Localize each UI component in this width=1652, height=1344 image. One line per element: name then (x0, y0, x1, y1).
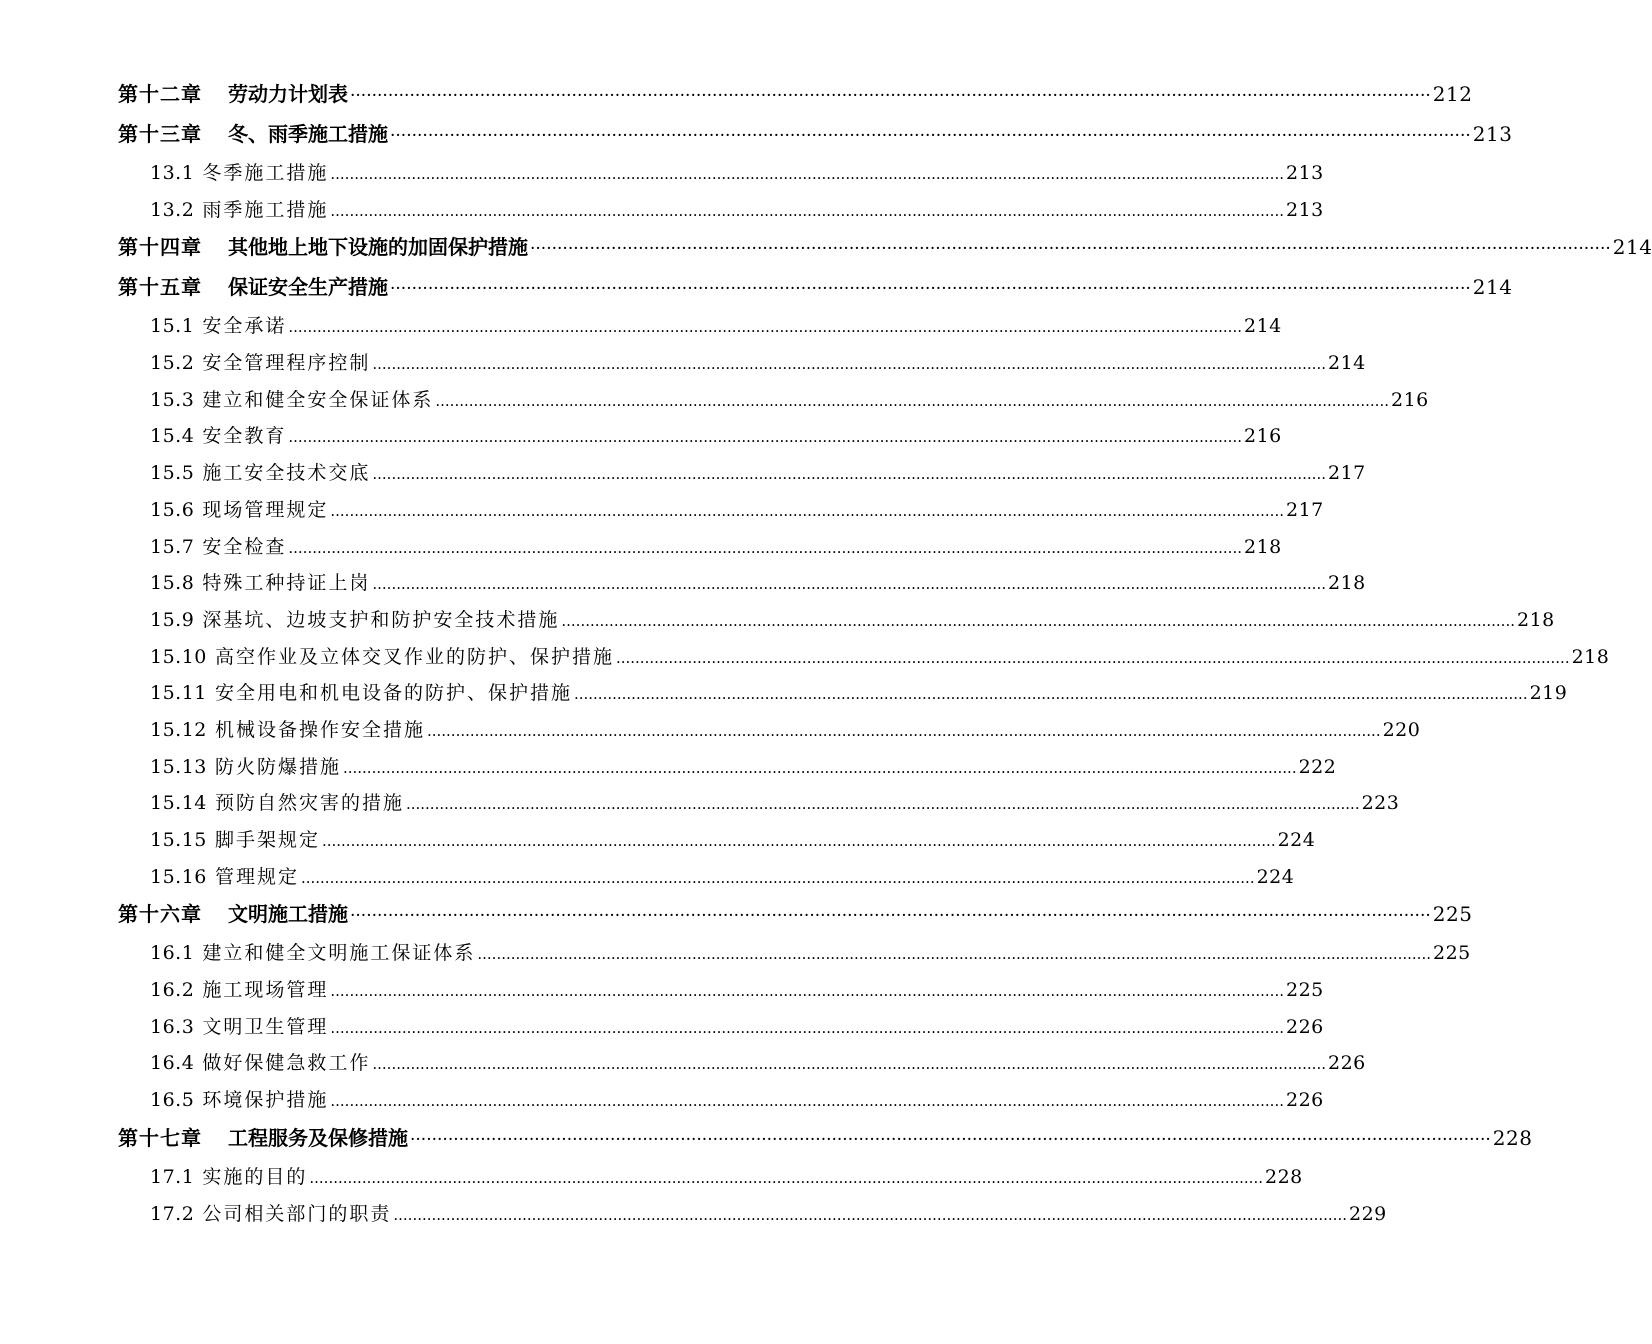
section-number: 15.14 (150, 792, 207, 815)
section-number: 16.5 (150, 1089, 195, 1112)
page-number: 217 (1328, 462, 1366, 485)
toc-entry-label (150, 1160, 307, 1194)
page-number: 218 (1517, 608, 1555, 631)
chapter-number: 第十四章 (118, 235, 202, 260)
section-number: 15.11 (150, 682, 207, 705)
section-title: 安全用电和机电设备的防护、保护措施 (214, 682, 572, 705)
toc-entry-label (150, 383, 433, 417)
toc-chapter-entry[interactable] (118, 1120, 1533, 1160)
toc-chapter-entry[interactable] (118, 896, 1473, 936)
toc-entry-label (150, 603, 559, 637)
section-title: 安全承诺 (202, 315, 287, 338)
dot-leader: ........................................................................................................................................................................................................ (309, 1168, 1263, 1187)
page-number: 226 (1328, 1052, 1366, 1075)
toc-entry-label (150, 1197, 391, 1231)
section-number: 16.2 (150, 979, 195, 1002)
section-title: 高空作业及立体交叉作业的防护、保护措施 (214, 645, 614, 668)
section-title: 文明卫生管理 (202, 1015, 329, 1038)
toc-section-entry[interactable] (118, 603, 1555, 640)
page-number: 220 (1382, 718, 1421, 741)
section-title: 做好保健急救工作 (202, 1052, 371, 1075)
page-number: 216 (1244, 425, 1282, 448)
toc-entry-label (150, 419, 286, 453)
chapter-number: 第十三章 (118, 122, 202, 146)
chapter-title: 文明施工措施 (228, 902, 348, 927)
toc-entry-label (150, 156, 328, 190)
page-number: 219 (1529, 682, 1568, 705)
page-number: 214 (1328, 352, 1366, 375)
toc-entry-label (150, 456, 370, 490)
chapter-title: 其他地上地下设施的加固保护措施 (228, 235, 528, 260)
dot-leader: ........................................................................................................................................................................................................ (393, 1205, 1347, 1224)
page-number: 229 (1349, 1202, 1387, 1225)
dot-leader: ........................................................................................................................................................................................................ (561, 611, 1515, 630)
page-number: 228 (1265, 1165, 1303, 1188)
section-title: 深基坑、边坡支护和防护安全技术措施 (202, 608, 560, 631)
section-number: 17.1 (150, 1165, 195, 1188)
page-number: 213 (1286, 198, 1324, 221)
chapter-title: 保证安全生产措施 (228, 275, 388, 300)
dot-leader: ........................................................................................................................................................................................................ (288, 318, 1242, 337)
dot-leader: ........................................................................................................................................................................................................ (330, 165, 1284, 183)
dot-leader: ........................................................................................................................................................................................................ (321, 832, 1276, 850)
toc-chapter-entry[interactable] (118, 269, 1513, 309)
section-title: 脚手架规定 (214, 829, 320, 851)
section-number: 15.12 (150, 718, 207, 741)
page-number: 226 (1286, 1089, 1324, 1112)
chapter-title: 劳动力计划表 (228, 82, 348, 106)
section-number: 15.5 (150, 462, 195, 485)
toc-section-entry[interactable] (118, 1197, 1387, 1234)
page-number: 225 (1433, 942, 1471, 965)
section-number: 16.3 (150, 1015, 195, 1038)
page-number: 217 (1286, 498, 1324, 521)
dot-leader: ........................................................................................................................................................................................................ (330, 982, 1284, 1001)
dot-leader: ........................................................................................................................................................................................................ (330, 1018, 1284, 1037)
chapter-number: 第十七章 (118, 1125, 202, 1150)
toc-entry-label (150, 493, 328, 527)
dot-leader: ........................................................................................................................................................................................................ (372, 355, 1326, 374)
toc-entry-label (150, 1010, 328, 1044)
section-number: 15.4 (150, 425, 195, 448)
section-number: 15.1 (150, 315, 195, 338)
section-number: 15.2 (150, 352, 195, 375)
page-number: 224 (1277, 829, 1316, 851)
toc-entry-label (150, 346, 370, 380)
section-title: 防火防爆措施 (214, 755, 341, 778)
toc-section-entry[interactable] (118, 566, 1366, 603)
toc-entry-label (150, 823, 320, 857)
dot-leader: ........................................................................................................................................................................................................ (405, 795, 1360, 814)
toc-entry-label (118, 269, 388, 305)
toc-entry-label (118, 896, 348, 932)
dot-leader: ........................................................................................................................................................................................................ (477, 945, 1431, 964)
chapter-number: 第十五章 (118, 275, 202, 300)
section-number: 13.2 (150, 198, 195, 221)
toc-section-entry[interactable] (118, 786, 1400, 823)
page-number: 228 (1492, 1125, 1533, 1150)
dot-leader: ........................................................................................................................................................................................................ (288, 428, 1242, 447)
section-title: 特殊工种持证上岗 (202, 572, 371, 595)
page-number: 226 (1286, 1015, 1324, 1038)
dot-leader: ········································································································································································································ (530, 239, 1611, 260)
toc-entry-label (118, 76, 348, 112)
section-title: 环境保护措施 (202, 1089, 329, 1112)
page-number: 212 (1432, 82, 1473, 106)
table-of-contents (118, 76, 1652, 1233)
toc-entry-label (150, 1046, 370, 1080)
dot-leader: ........................................................................................................................................................................................................ (426, 721, 1381, 740)
dot-leader: ........................................................................................................................................................................................................ (573, 685, 1528, 704)
page-number: 213 (1472, 122, 1513, 146)
toc-entry-label (150, 309, 286, 343)
dot-leader: ........................................................................................................................................................................................................ (435, 391, 1389, 410)
toc-entry-label (150, 530, 286, 564)
toc-section-entry[interactable] (118, 309, 1282, 346)
section-title: 施工安全技术交底 (202, 462, 371, 485)
section-number: 17.2 (150, 1202, 195, 1225)
page-number: 214 (1244, 315, 1282, 338)
dot-leader: ........................................................................................................................................................................................................ (615, 648, 1570, 667)
dot-leader: ........................................................................................................................................................................................................ (288, 538, 1242, 557)
page-number: 213 (1286, 162, 1324, 184)
toc-section-entry[interactable] (118, 823, 1316, 860)
toc-section-entry[interactable] (118, 383, 1429, 420)
section-title: 建立和健全安全保证体系 (202, 388, 434, 411)
dot-leader: ........................................................................................................................................................................................................ (330, 1092, 1284, 1111)
toc-section-entry[interactable] (118, 346, 1366, 383)
toc-section-entry[interactable] (118, 713, 1421, 750)
toc-entry-label (150, 566, 370, 600)
section-number: 15.10 (150, 645, 207, 668)
toc-entry-label (150, 1083, 328, 1117)
section-number: 16.1 (150, 942, 195, 965)
toc-section-entry[interactable] (118, 530, 1282, 567)
section-number: 15.3 (150, 388, 195, 411)
chapter-title: 冬、雨季施工措施 (228, 122, 388, 146)
chapter-title: 工程服务及保修措施 (228, 1125, 408, 1150)
toc-section-entry[interactable] (118, 860, 1295, 897)
section-title: 预防自然灾害的措施 (214, 792, 404, 815)
toc-section-entry[interactable] (118, 456, 1366, 493)
toc-entry-label (150, 973, 328, 1007)
toc-section-entry[interactable] (118, 493, 1324, 530)
page-number: 224 (1256, 865, 1295, 888)
section-number: 16.4 (150, 1052, 195, 1075)
section-number: 15.7 (150, 535, 195, 558)
dot-leader: ........................................................................................................................................................................................................ (330, 201, 1284, 220)
page-number: 214 (1472, 275, 1513, 300)
dot-leader: ········································································································································································································ (350, 906, 1431, 927)
section-title: 雨季施工措施 (202, 198, 329, 221)
toc-section-entry[interactable] (118, 1046, 1366, 1083)
section-title: 建立和健全文明施工保证体系 (202, 942, 476, 965)
section-title: 安全管理程序控制 (202, 352, 371, 375)
toc-entry-label (118, 229, 528, 265)
section-title: 管理规定 (214, 865, 299, 888)
dot-leader: ........................................................................................................................................................................................................ (372, 575, 1326, 594)
dot-leader: ········································································································································································································ (390, 126, 1471, 146)
toc-entry-label (150, 936, 475, 970)
toc-section-entry[interactable] (118, 1010, 1324, 1047)
toc-entry-label (150, 676, 572, 710)
toc-section-entry[interactable] (118, 156, 1324, 193)
page-number: 218 (1244, 535, 1282, 558)
dot-leader: ········································································································································································································ (410, 1129, 1491, 1150)
page-number: 218 (1328, 572, 1366, 595)
section-title: 机械设备操作安全措施 (214, 718, 425, 741)
page-number: 222 (1298, 755, 1337, 778)
toc-entry-label (118, 116, 388, 152)
section-title: 安全检查 (202, 535, 287, 558)
toc-section-entry[interactable] (118, 1160, 1303, 1197)
toc-entry-label (150, 640, 614, 674)
dot-leader: ........................................................................................................................................................................................................ (342, 758, 1297, 777)
page-number: 218 (1571, 645, 1610, 668)
section-number: 15.16 (150, 865, 207, 888)
toc-section-entry[interactable] (118, 936, 1471, 973)
section-number: 13.1 (150, 162, 195, 184)
dot-leader: ········································································································································································································ (390, 279, 1471, 300)
section-title: 施工现场管理 (202, 979, 329, 1002)
toc-section-entry[interactable] (118, 1083, 1324, 1120)
chapter-number: 第十二章 (118, 82, 202, 106)
section-title: 实施的目的 (202, 1165, 308, 1188)
toc-section-entry[interactable] (118, 640, 1610, 677)
section-number: 15.9 (150, 608, 195, 631)
toc-section-entry[interactable] (118, 973, 1324, 1010)
chapter-number: 第十六章 (118, 902, 202, 927)
page-number: 223 (1361, 792, 1400, 815)
section-title: 现场管理规定 (202, 498, 329, 521)
dot-leader: ........................................................................................................................................................................................................ (300, 868, 1255, 887)
toc-entry-label (150, 713, 425, 747)
toc-section-entry[interactable] (118, 676, 1568, 713)
dot-leader: ........................................................................................................................................................................................................ (330, 501, 1284, 520)
dot-leader: ........................................................................................................................................................................................................ (372, 1055, 1326, 1074)
toc-entry-label (150, 786, 404, 820)
toc-section-entry[interactable] (118, 419, 1282, 456)
toc-section-entry[interactable] (118, 193, 1324, 230)
section-title: 安全教育 (202, 425, 287, 448)
section-title: 冬季施工措施 (202, 162, 329, 184)
section-number: 15.6 (150, 498, 195, 521)
toc-chapter-entry[interactable] (118, 76, 1473, 116)
dot-leader: ········································································································································································································ (350, 86, 1431, 106)
section-number: 15.15 (150, 829, 207, 851)
dot-leader: ........................................................................................................................................................................................................ (372, 465, 1326, 484)
toc-entry-label (150, 750, 341, 784)
toc-entry-label (150, 860, 299, 894)
toc-entry-label (150, 193, 328, 227)
toc-chapter-entry[interactable] (118, 229, 1652, 269)
toc-entry-label (118, 1120, 408, 1156)
toc-section-entry[interactable] (118, 750, 1337, 787)
section-number: 15.13 (150, 755, 207, 778)
toc-chapter-entry[interactable] (118, 116, 1513, 156)
section-number: 15.8 (150, 572, 195, 595)
page-number: 216 (1391, 388, 1429, 411)
page-number: 225 (1286, 979, 1324, 1002)
page-number: 214 (1612, 235, 1652, 260)
section-title: 公司相关部门的职责 (202, 1202, 392, 1225)
page-number: 225 (1432, 902, 1473, 927)
